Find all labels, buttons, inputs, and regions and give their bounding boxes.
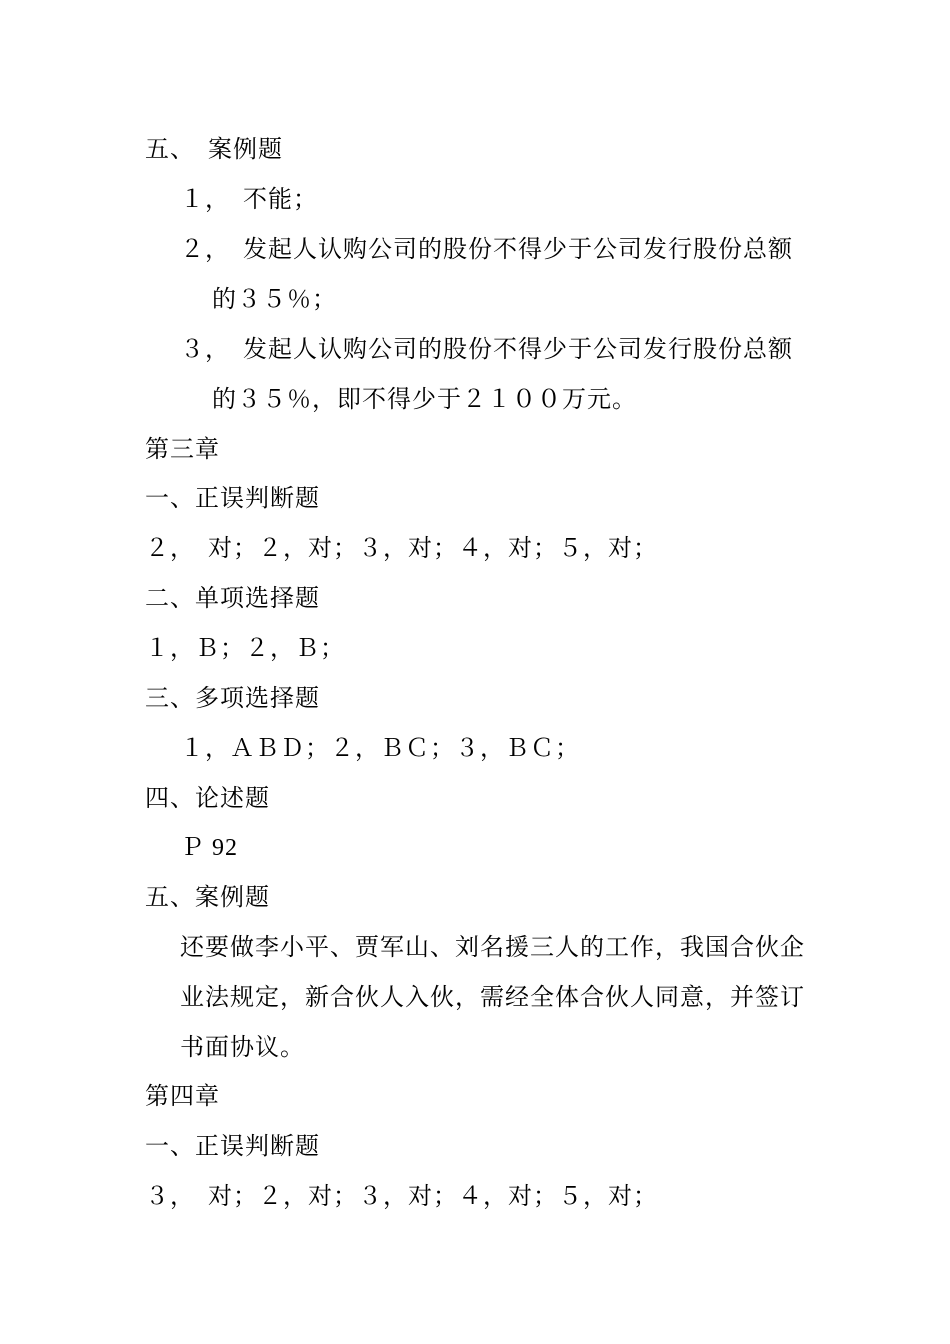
- chapter-heading-4: 第四章: [145, 1082, 220, 1110]
- section-heading-case-study-2: 五、案例题: [145, 883, 270, 911]
- answer-item-2-continued: 的３５％；: [212, 285, 337, 313]
- true-false-answers-2: ３， 对；２，对；３，对；４，对；５，对；: [145, 1182, 658, 1210]
- essay-page-reference: Ｐ 92: [180, 835, 238, 861]
- single-choice-answers: １，Ｂ；２，Ｂ；: [145, 634, 345, 662]
- answer-item-2: ２， 发起人认购公司的股份不得少于公司发行股份总额: [180, 235, 793, 263]
- case-answer-line-2: 业法规定，新合伙人入伙，需经全体合伙人同意，并签订: [180, 983, 805, 1011]
- section-heading-single-choice: 二、单项选择题: [145, 584, 320, 612]
- section-heading-multiple-choice: 三、多项选择题: [145, 684, 320, 712]
- section-heading-true-false: 一、正误判断题: [145, 484, 320, 512]
- section-heading-true-false-2: 一、正误判断题: [145, 1132, 320, 1160]
- answer-item-1: １， 不能；: [180, 185, 318, 213]
- answer-item-3-continued: 的３５％，即不得少于２１００万元。: [212, 385, 637, 413]
- answer-item-3: ３， 发起人认购公司的股份不得少于公司发行股份总额: [180, 335, 793, 363]
- section-heading-case-study: 五、 案例题: [145, 135, 283, 163]
- case-answer-line-3: 书面协议。: [180, 1033, 305, 1061]
- section-heading-essay: 四、论述题: [145, 784, 270, 812]
- multiple-choice-answers: １，ＡＢＤ；２，ＢＣ；３，ＢＣ；: [180, 734, 580, 762]
- true-false-answers: ２， 对；２，对；３，对；４，对；５，对；: [145, 534, 658, 562]
- case-answer-line-1: 还要做李小平、贾军山、刘名援三人的工作，我国合伙企: [180, 933, 805, 961]
- chapter-heading-3: 第三章: [145, 435, 220, 463]
